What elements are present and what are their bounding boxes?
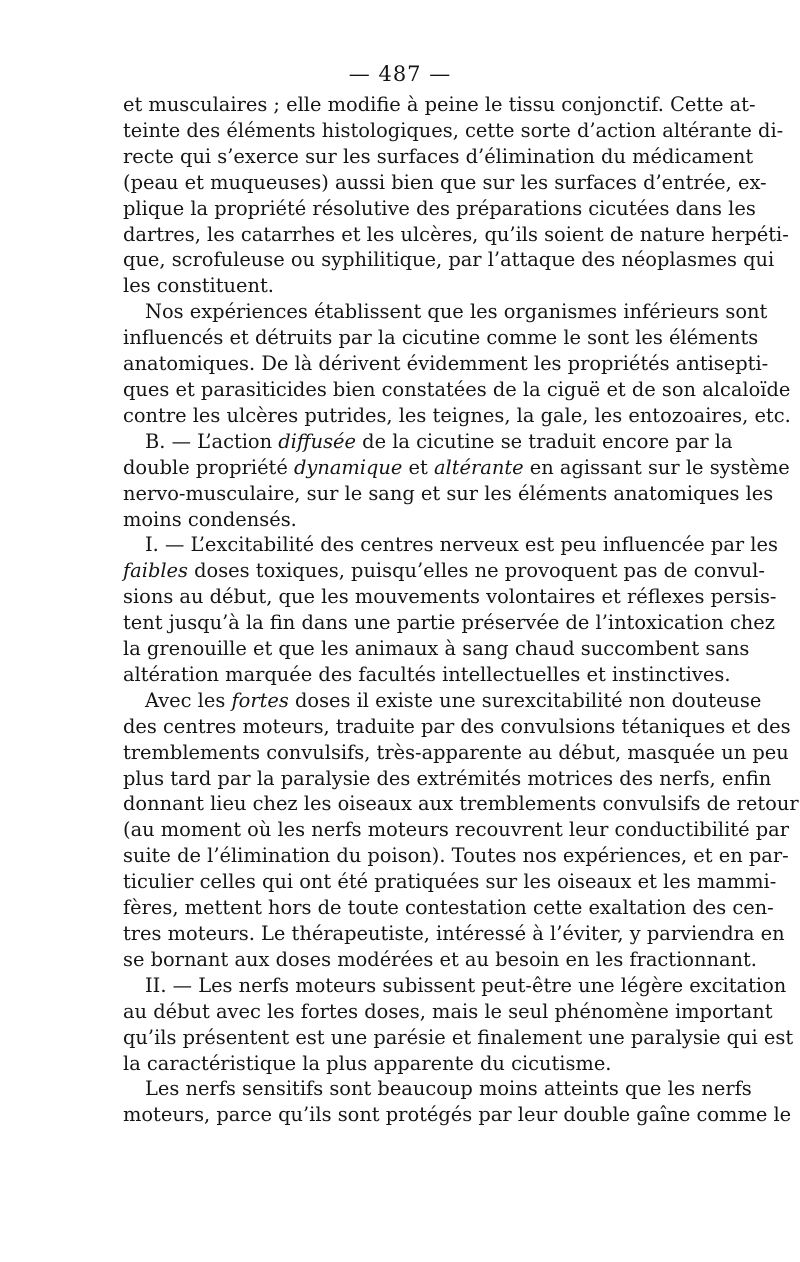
text-line — [123, 325, 759, 351]
text-run: tres moteurs. Le thérapeutiste, intéressé à l’éviter, y parviendra en — [123, 922, 785, 945]
text-run: influencés et détruits par la cicutine comme le sont les éléments — [123, 326, 759, 350]
italic-text: diffusée — [278, 429, 357, 453]
text-run: fères, mettent hors de toute contestation cette exaltation des cen- — [123, 896, 774, 920]
text-line — [123, 377, 791, 403]
text-line — [123, 636, 750, 662]
text-run: moins condensés. — [123, 507, 297, 531]
text-run: en agissant sur le système — [523, 455, 790, 479]
text-line — [123, 843, 789, 869]
italic-text: fortes — [231, 688, 289, 712]
text-line — [123, 481, 774, 507]
text-line — [123, 196, 756, 222]
text-run: moteurs, parce qu’ils sont protégés par leur double gaîne comme le — [123, 1103, 792, 1127]
text-run: B. — L’action — [145, 429, 279, 453]
text-run: tremblements convulsifs, très-apparente au début, masquée un peu — [123, 740, 789, 764]
text-line — [123, 92, 756, 118]
text-run: et — [402, 455, 434, 479]
text-run: Nos expériences établissent que les organismes inférieurs sont — [145, 300, 768, 324]
text-line — [123, 766, 772, 792]
text-line — [123, 973, 787, 999]
text-run: dartres, les catarrhes et les ulcères, qu’ils soient de nature herpéti- — [123, 222, 789, 246]
text-run: suite de l’élimination du poison). Toutes nos expériences, et en par- — [123, 844, 789, 868]
text-line — [123, 247, 775, 273]
text-run: de la cicutine se traduit encore par la — [356, 429, 733, 453]
text-line — [123, 170, 767, 196]
text-line — [123, 688, 762, 714]
text-run: et musculaires ; elle modifie à peine le tissu conjonctif. Cette at- — [123, 93, 756, 116]
text-line — [123, 791, 799, 817]
text-line — [123, 455, 790, 481]
text-run: des centres moteurs, traduite par des convulsions tétaniques et des — [123, 714, 791, 738]
text-line — [123, 895, 774, 921]
text-line — [123, 714, 791, 740]
text-run: plus tard par la paralysie des extrémités motrices des nerfs, enfin — [123, 766, 772, 790]
text-line — [123, 532, 778, 558]
text-line — [123, 222, 789, 248]
text-line — [123, 351, 769, 377]
text-line — [123, 662, 731, 688]
text-run: doses toxiques, puisqu’elles ne provoquent pas de convul- — [187, 559, 765, 583]
text-line — [123, 740, 789, 766]
text-run: tent jusqu’à la fin dans une partie préservée de l’intoxication chez — [123, 611, 775, 635]
text-line — [123, 273, 675, 299]
text-run: nervo-musculaire, sur le sang et sur les éléments anatomiques les — [123, 481, 774, 505]
italic-text: faibles — [123, 559, 188, 583]
text-line — [123, 558, 765, 584]
text-line — [123, 507, 675, 533]
text-run: I. — L’excitabilité des centres nerveux est peu influencée par les — [145, 533, 778, 557]
text-run: que, scrofuleuse ou syphilitique, par l’attaque des néoplasmes qui — [123, 248, 775, 272]
text-run: ticulier celles qui ont été pratiquées sur les oiseaux et les mammi- — [123, 870, 777, 894]
body-text — [123, 92, 799, 1128]
page-number: — 487 — — [348, 62, 452, 86]
text-run: la caractéristique la plus apparente du cicutisme. — [123, 1051, 612, 1075]
italic-text: dynamique — [293, 455, 403, 479]
text-line — [123, 817, 789, 843]
text-line — [123, 403, 791, 429]
text-line — [123, 1102, 792, 1128]
text-line — [123, 584, 777, 610]
text-run: recte qui s’exerce sur les surfaces d’élimination du médicament — [123, 144, 754, 168]
text-run: altération marquée des facultés intellectuelles et instinctives. — [123, 662, 731, 686]
text-line — [123, 610, 775, 636]
text-run: qu’ils présentent est une parésie et finalement une paralysie qui est — [123, 1025, 794, 1049]
text-run: (peau et muqueuses) aussi bien que sur les surfaces d’entrée, ex- — [123, 170, 767, 194]
text-line — [123, 947, 757, 973]
text-run: Avec les — [145, 688, 232, 712]
italic-text: altérante — [433, 455, 524, 479]
text-run: anatomiques. De là dérivent évidemment les propriétés antisepti- — [123, 352, 769, 376]
text-line — [123, 118, 784, 144]
text-run: teinte des éléments histologiques, cette sorte d’action altérante di- — [123, 118, 784, 142]
text-line — [123, 921, 785, 947]
text-line — [123, 999, 773, 1025]
text-line — [123, 1051, 675, 1077]
text-run: contre les ulcères putrides, les teignes, la gale, les entozoaires, etc. — [123, 403, 791, 427]
text-run: au début avec les fortes doses, mais le seul phénomène important — [123, 999, 773, 1023]
text-run: la grenouille et que les animaux à sang chaud succombent sans — [123, 637, 750, 661]
text-run: sions au début, que les mouvements volontaires et réflexes persis- — [123, 585, 777, 609]
text-line — [123, 429, 733, 455]
text-run: se bornant aux doses modérées et au besoin en les fractionnant. — [123, 947, 757, 971]
text-line — [123, 869, 777, 895]
text-run: plique la propriété résolutive des préparations cicutées dans les — [123, 196, 756, 220]
text-line — [123, 299, 768, 325]
text-run: les constituent. — [123, 274, 274, 298]
text-line — [123, 1025, 794, 1051]
text-line — [123, 1076, 752, 1102]
text-run: (au moment où les nerfs moteurs recouvrent leur conductibilité par — [123, 818, 789, 842]
text-run: double propriété — [123, 455, 294, 479]
text-run: donnant lieu chez les oiseaux aux tremblements convulsifs de retour — [123, 792, 799, 816]
text-line — [123, 144, 754, 170]
text-run: Les nerfs sensitifs sont beaucoup moins atteints que les nerfs — [145, 1077, 752, 1101]
text-run: II. — Les nerfs moteurs subissent peut-être une légère excitation — [145, 973, 787, 997]
text-run: doses il existe une surexcitabilité non douteuse — [288, 688, 762, 712]
text-run: ques et parasiticides bien constatées de la ciguë et de son alcaloïde — [123, 377, 791, 401]
